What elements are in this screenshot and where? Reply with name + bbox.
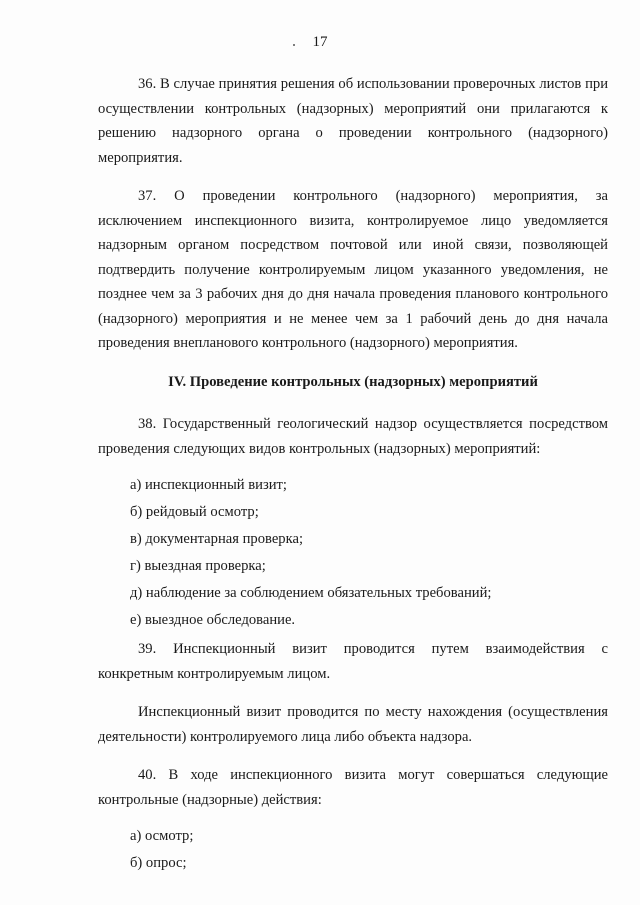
- list-item: б) рейдовый осмотр;: [130, 504, 259, 520]
- paragraph-40: 40. В ходе инспекционного визита могут совершаться следующие контрольные (надзорные) действия:: [98, 767, 608, 808]
- section-heading-iv: IV. Проведение контрольных (надзорных) мероприятий: [168, 373, 538, 390]
- list-item: в) документарная проверка;: [130, 531, 303, 547]
- paragraph-36: 36. В случае принятия решения об использовании проверочных листов при осуществлении контрольных (надзорных) мероприятий они прилагаются к решению надзорного органа о проведении контрольного (надзорного) мероприятия.: [98, 76, 608, 166]
- paragraph-39-continued: Инспекционный визит проводится по месту нахождения (осуществления деятельности) контролируемого лица либо объекта надзора.: [98, 704, 608, 745]
- page-number: 17: [312, 34, 328, 50]
- list-item: г) выездная проверка;: [130, 558, 266, 574]
- document-body: [98, 72, 608, 880]
- list-item: а) инспекционный визит;: [130, 477, 287, 493]
- list-item: д) наблюдение за соблюдением обязательных требований;: [130, 585, 492, 601]
- paragraph-37: 37. О проведении контрольного (надзорного) мероприятия, за исключением инспекционного визита, контролируемое лицо уведомляется надзорным органом посредством почтовой или иной связи, позволяющей подтвердить получение контролируемым лицом указанного уведомления, не позднее чем за 3 рабочих дня до дня начала проведения планового контрольного (надзорного) мероприятия и не менее чем за 1 рабочий день до дня начала проведения внепланового контрольного (надзорного) мероприятия.: [98, 188, 608, 351]
- paragraph-38-list: [98, 475, 608, 630]
- list-item: е) выездное обследование.: [130, 612, 296, 628]
- paragraph-38: 38. Государственный геологический надзор осуществляется посредством проведения следующих видов контрольных (надзорных) мероприятий:: [98, 416, 608, 457]
- list-item: б) опрос;: [130, 855, 187, 871]
- paragraph-39: 39. Инспекционный визит проводится путем взаимодействия с конкретным контролируемым лицом.: [98, 641, 608, 682]
- paragraph-40-list: [98, 826, 608, 873]
- list-item: а) осмотр;: [130, 828, 194, 844]
